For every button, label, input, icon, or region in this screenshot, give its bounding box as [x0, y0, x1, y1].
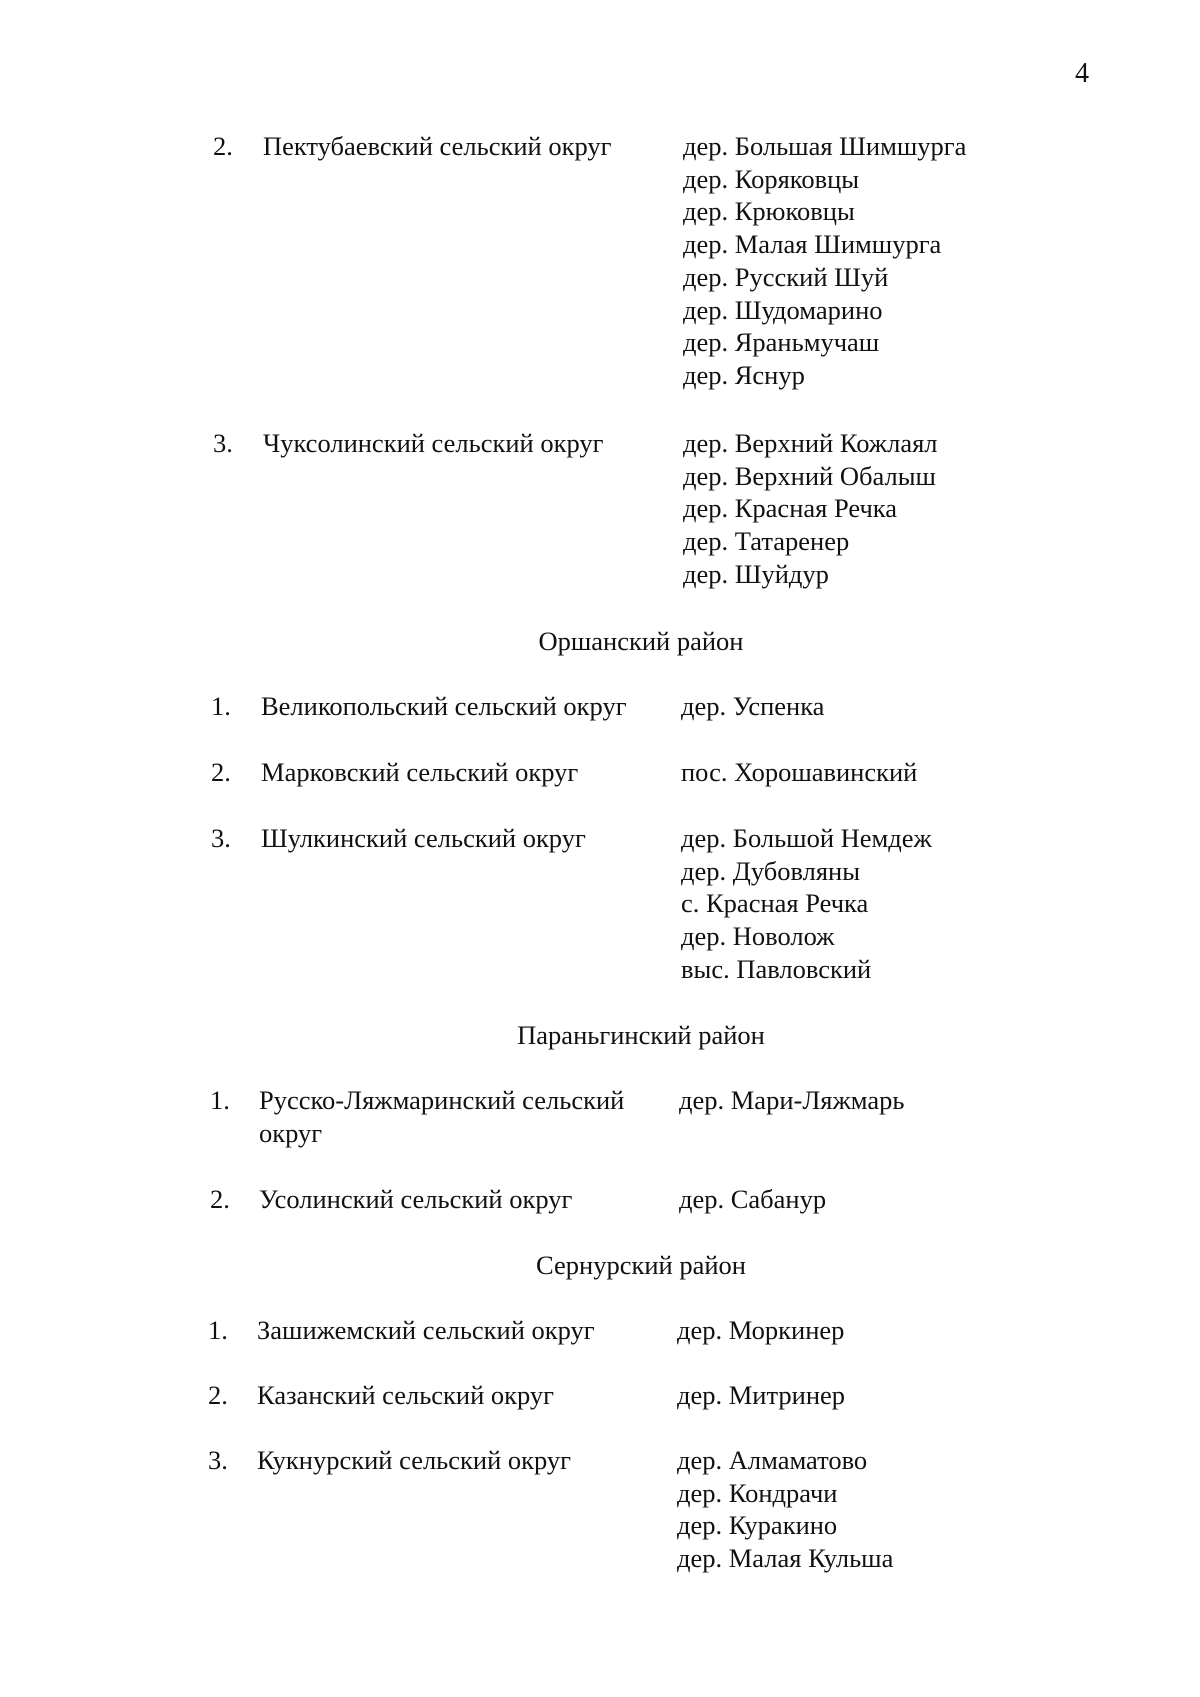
village-list — [683, 427, 1103, 591]
entry-number: 3. — [213, 428, 233, 458]
village-list — [677, 1314, 1097, 1347]
village-name: дер. Новолож — [681, 921, 835, 952]
village-name: дер. Митринер — [677, 1380, 846, 1410]
village-name: дер. Успенка — [681, 691, 825, 721]
okrug-name: Шулкинский сельский округ — [261, 823, 586, 853]
village-name: выс. Павловский — [681, 953, 872, 984]
village-name: дер. Верхний Кожлаял — [683, 428, 938, 458]
village-name: пос. Хорошавинский — [681, 757, 918, 787]
entry-number: 3. — [208, 1445, 228, 1475]
village-name: дер. Моркинер — [677, 1315, 845, 1345]
village-list — [681, 690, 1101, 723]
village-name: дер. Малая Кульша — [677, 1543, 894, 1574]
village-name: дер. Верхний Обалыш — [683, 460, 936, 491]
okrug-name: Зашижемский сельский округ — [257, 1315, 595, 1345]
village-name: дер. Шуйдур — [683, 558, 829, 589]
district-heading: Оршанский район — [538, 626, 744, 656]
entry-number: 1. — [208, 1315, 228, 1345]
district-heading: Сернурский район — [536, 1250, 746, 1280]
entry-number: 1. — [211, 691, 231, 721]
okrug-name: Казанский сельский округ — [257, 1380, 555, 1410]
village-name: дер. Малая Шимшурга — [683, 229, 942, 260]
village-name: дер. Кондрачи — [677, 1477, 838, 1508]
village-list — [681, 756, 1101, 789]
village-name: дер. Куракино — [677, 1510, 838, 1541]
entry-number: 2. — [210, 1184, 230, 1214]
okrug-name: Великопольский сельский округ — [261, 691, 627, 721]
village-name: дер. Красная Речка — [683, 493, 898, 524]
village-name: дер. Яснур — [683, 359, 805, 390]
okrug-name: Чуксолинский сельский округ — [263, 428, 604, 458]
village-list — [681, 822, 1101, 986]
okrug-name: Кукнурский сельский округ — [257, 1445, 572, 1475]
village-name: дер. Большая Шимшурга — [683, 131, 967, 161]
page-number: 4 — [1075, 58, 1089, 89]
village-name: дер. Алмаматово — [677, 1445, 868, 1475]
village-name: дер. Сабанур — [679, 1184, 827, 1214]
village-name: с. Красная Речка — [681, 888, 869, 919]
entry-number: 1. — [210, 1085, 230, 1115]
village-name: дер. Коряковцы — [683, 163, 860, 194]
okrug-name: Русско-Ляжмаринский сельский округ — [259, 1085, 625, 1148]
entry-number: 2. — [213, 131, 233, 161]
village-list — [679, 1183, 1099, 1216]
entry-number: 2. — [211, 757, 231, 787]
village-list — [683, 130, 1103, 392]
district-heading: Параньгинский район — [517, 1020, 765, 1050]
entry-number: 3. — [211, 823, 231, 853]
village-name: дер. Русский Шуй — [683, 261, 889, 292]
village-list — [677, 1379, 1097, 1412]
okrug-name: Пектубаевский сельский округ — [263, 131, 612, 161]
village-list — [677, 1444, 1097, 1575]
okrug-name: Марковский сельский округ — [261, 757, 579, 787]
entry-number: 2. — [208, 1380, 228, 1410]
village-name: дер. Татаренер — [683, 526, 850, 557]
village-name: дер. Большой Немдеж — [681, 823, 932, 853]
okrug-name: Усолинский сельский округ — [259, 1184, 573, 1214]
village-list — [679, 1084, 1099, 1117]
village-name: дер. Дубовляны — [681, 855, 861, 886]
village-name: дер. Мари-Ляжмарь — [679, 1085, 905, 1115]
village-name: дер. Яраньмучаш — [683, 327, 880, 358]
village-name: дер. Крюковцы — [683, 196, 855, 227]
village-name: дер. Шудомарино — [683, 294, 883, 325]
